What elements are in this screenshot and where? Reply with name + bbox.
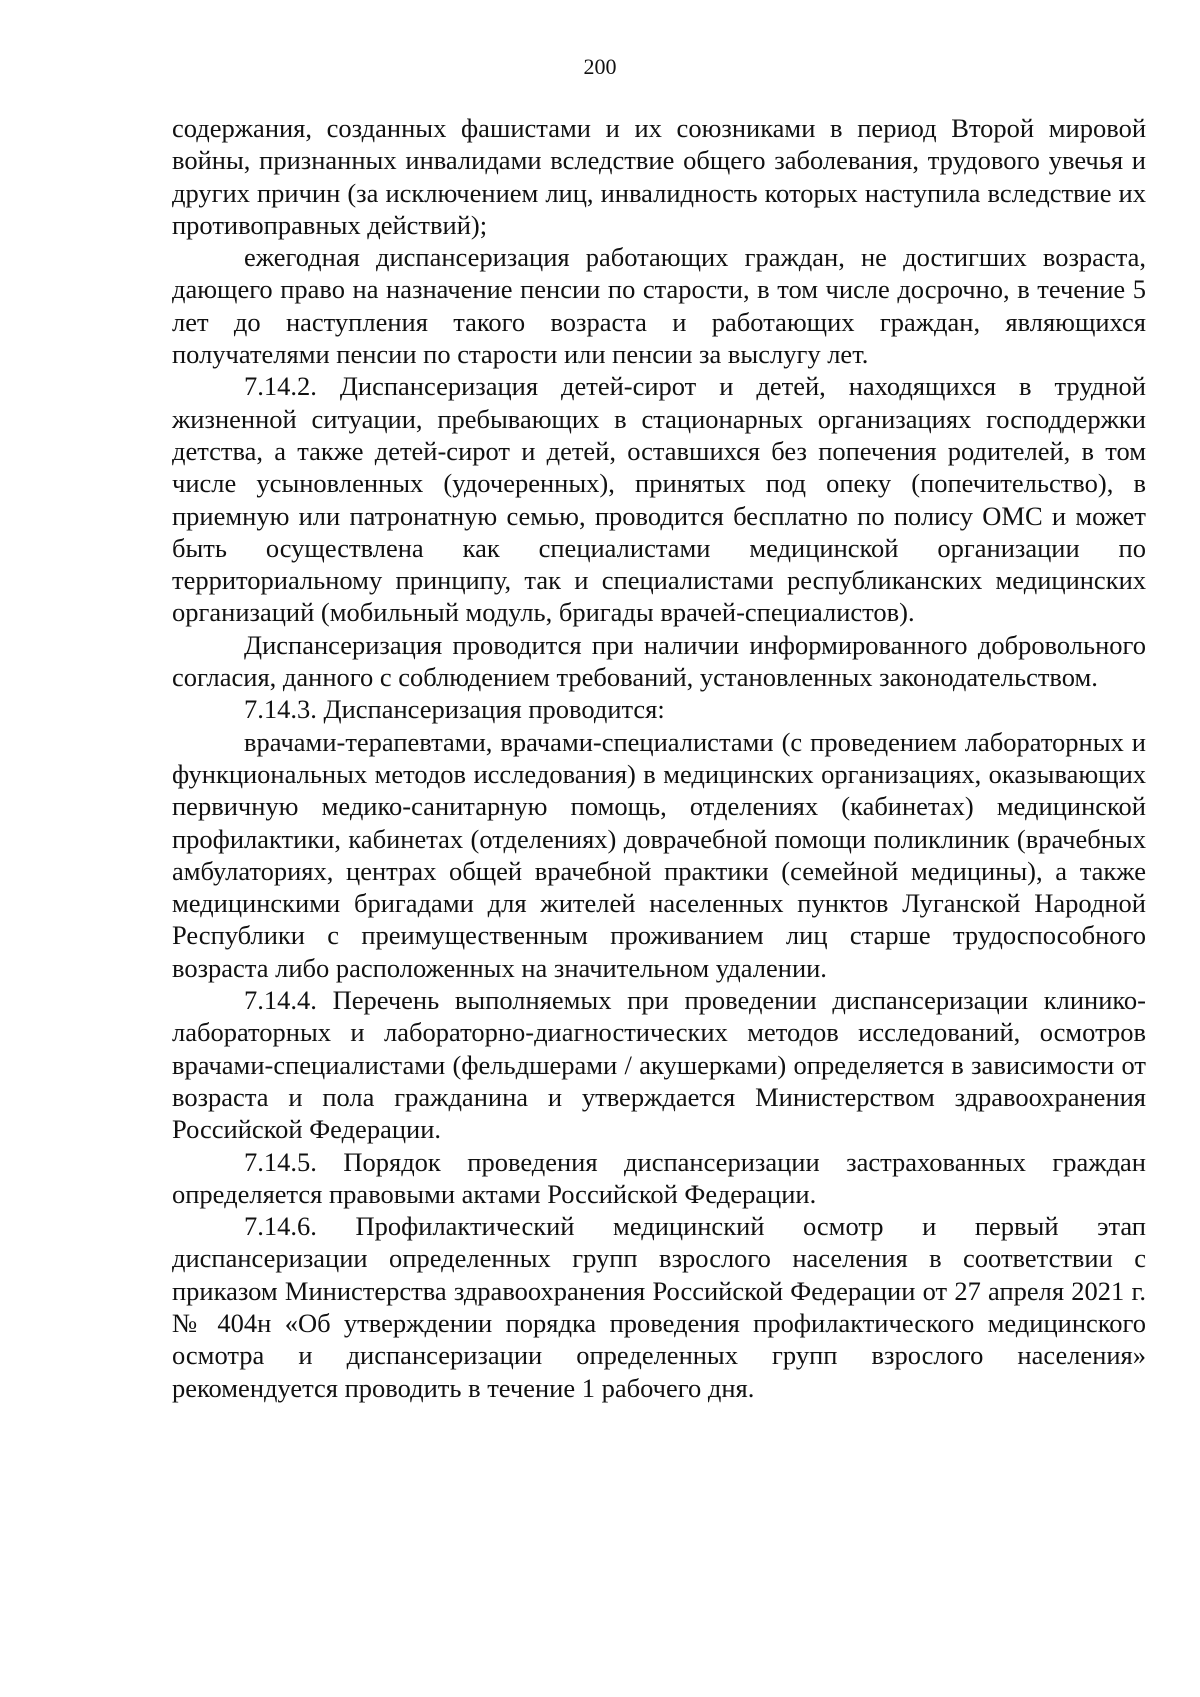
paragraph-7-14-6: 7.14.6. Профилактический медицинский осмотр и первый этап диспансеризации определенных групп взрослого населения в соответствии с приказом Министерства здравоохранения Российской Федерации от 27 апреля 2021 г. № 404н «Об утверждении порядка проведения профилактического медицинского осмотра и диспансеризации определенных групп взрослого населения» рекомендуется проводить в течение 1 рабочего дня. (172, 1211, 1146, 1403)
page-number: 200 (583, 54, 617, 79)
paragraph-continuation: содержания, созданных фашистами и их союзниками в период Второй мировой войны, признанных инвалидами вследствие общего заболевания, трудового увечья и других причин (за исключением лиц, инвалидность которых наступила вследствие их противоправных действий); (172, 113, 1146, 240)
paragraph-performed-by: врачами-терапевтами, врачами-специалистами (с проведением лабораторных и функциональных методов исследования) в медицинских организациях, оказывающих первичную медико-санитарную помощь, отделениях (кабинетах) медицинской профилактики, кабинетах (отделениях) доврачебной помощи поликлиник (врачебных амбулаториях, центрах общей врачебной практики (семейной медицины), а также медицинскими бригадами для жителей населенных пунктов Луганской Народной Республики с преимущественным проживанием лиц старше трудоспособного возраста либо расположенных на значительном удалении. (172, 726, 1146, 983)
paragraph-7-14-3: 7.14.3. Диспансеризация проводится: (244, 694, 665, 725)
document-body (172, 112, 1146, 1404)
paragraph-annual-dispensary: ежегодная диспансеризация работающих граждан, не достигших возраста, дающего право на назначение пенсии по старости, в том числе досрочно, в течение 5 лет до наступления такого возраста и работающих граждан, являющихся получателями пенсии по старости или пенсии за выслугу лет. (172, 242, 1146, 370)
paragraph-7-14-2: 7.14.2. Диспансеризация детей-сирот и детей, находящихся в трудной жизненной ситуации, пребывающих в стационарных организациях господдержки детства, а также детей-сирот и детей, оставшихся без попечения родителей, в том числе усыновленных (удочеренных), принятых под опеку (попечительство), в приемную или патронатную семью, проводится бесплатно по полису ОМС и может быть осуществлена как специалистами медицинской организации по территориальному принципу, так и специалистами республиканских медицинских организаций (мобильный модуль, бригады врачей-специалистов). (172, 371, 1146, 628)
paragraph-informed-consent: Диспансеризация проводится при наличии информированного добровольного согласия, данного с соблюдением требований, установленных законодательством. (172, 629, 1146, 693)
paragraph-7-14-5: 7.14.5. Порядок проведения диспансеризации застрахованных граждан определяется правовыми актами Российской Федерации. (172, 1146, 1146, 1209)
paragraph-7-14-4: 7.14.4. Перечень выполняемых при проведении диспансеризации клинико-лабораторных и лабораторно-диагностических методов исследований, осмотров врачами-специалистами (фельдшерами / акушерками) определяется в зависимости от возраста и пола гражданина и утверждается Министерством здравоохранения Российской Федерации. (172, 985, 1146, 1145)
